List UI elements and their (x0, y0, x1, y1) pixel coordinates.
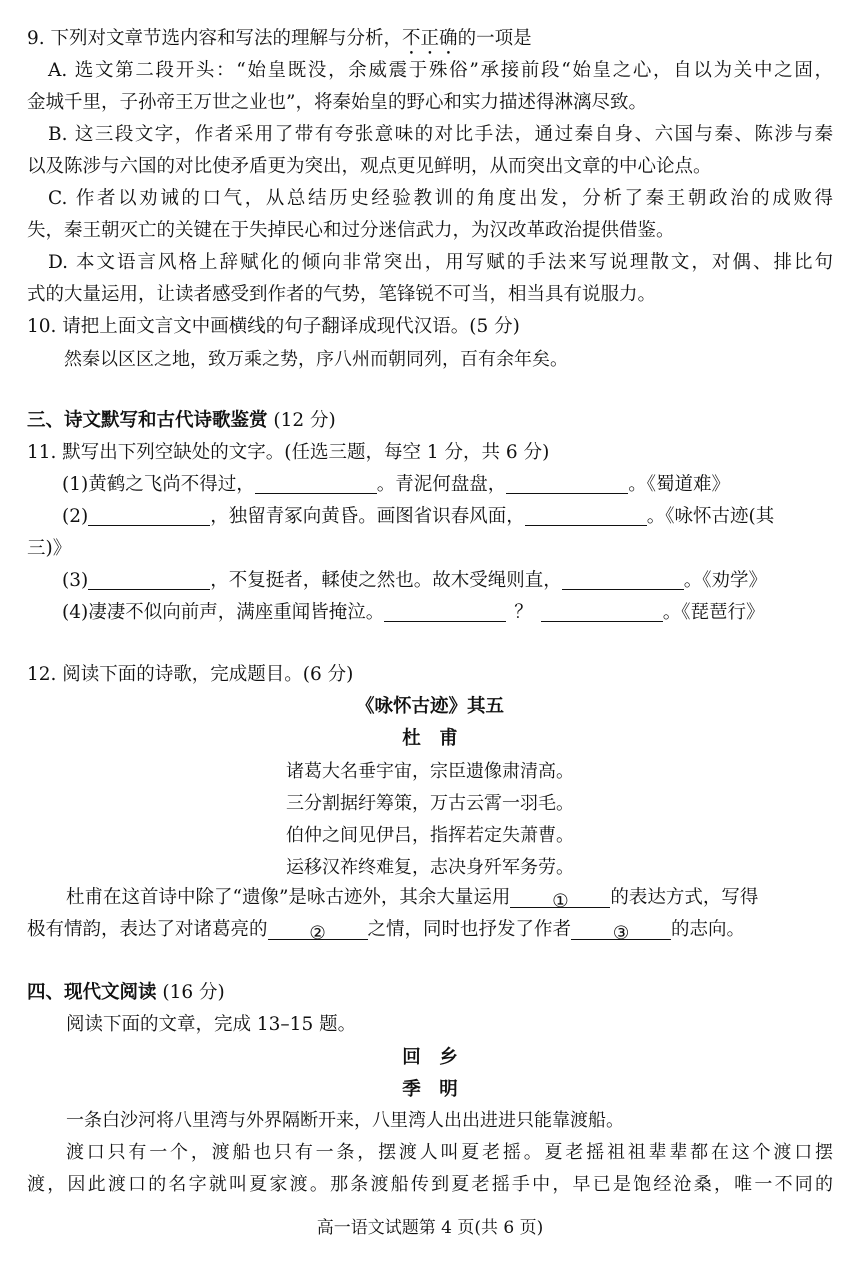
q11-item-1-text-b: 。青泥何盘盘， (376, 474, 507, 495)
q11-item-4-question-mark: ？ (514, 602, 533, 623)
page-footer: 高一语文试题第 4 页(共 6 页) (316, 1218, 544, 1238)
q11-item-4-text-a: (4)凄凄不似向前声，满座重闻皆掩泣。 (62, 602, 385, 623)
section3-heading (27, 406, 336, 436)
article-paragraph-2-line2: 渡，因此渡口的名字就叫夏家渡。那条渡船传到夏老摇手中，早已是饱经沧桑，唯一不同的 (27, 1174, 833, 1195)
q11-item-3 (62, 566, 767, 596)
q9-stem (27, 24, 532, 59)
q11-blank-2b (525, 505, 647, 526)
q10-stem: 10. 请把上面文言文中画横线的句子翻译成现代汉语。(5 分) (27, 316, 520, 337)
section4-score: (16 分) (162, 982, 225, 1003)
q11-blank-3b (562, 569, 684, 590)
section3-title: 三、诗文默写和古代诗歌鉴赏 (27, 410, 268, 431)
q11-blank-4a (384, 601, 506, 622)
q12-para-text-e: 的志向。 (671, 919, 746, 940)
q11-blank-2a (88, 505, 210, 526)
q11-blank-3a (88, 569, 210, 590)
q11-item-1 (62, 470, 730, 500)
q11-blank-4b (541, 601, 663, 622)
q9-stem-post: 的一项是 (457, 28, 532, 49)
q12-paragraph-line1 (66, 883, 758, 913)
q11-item-1-source: 。《蜀道难》 (628, 474, 730, 495)
poem-line-3: 伯仲之间见伊吕，指挥若定失萧曹。 (286, 825, 574, 846)
poem-title: 《咏怀古迹》其五 (355, 696, 504, 717)
q12-para-text-a: 杜甫在这首诗中除了“遗像”是咏古迹外，其余大量运用 (66, 887, 511, 908)
q9-emphasis: 不正确 (402, 28, 458, 49)
q11-item-1-text-a: (1)黄鹤之飞尚不得过， (62, 474, 255, 495)
q9-option-a-line2: 金城千里，子孙帝王万世之业也”，将秦始皇的野心和实力描述得淋漓尽致。 (27, 92, 647, 113)
poem-line-1: 诸葛大名垂宇宙，宗臣遗像肃清高。 (286, 761, 574, 782)
q12-blank-2: ② (268, 919, 368, 940)
q11-item-2-source-end: 三)》 (27, 538, 72, 559)
section4-heading (27, 978, 225, 1008)
q11-item-2 (62, 502, 774, 532)
q9-option-b-line1: B. 这三段文字，作者采用了带有夸张意味的对比手法，通过秦自身、六国与秦、陈涉与秦 (48, 124, 833, 145)
q9-option-c-line1: C. 作者以劝诫的口气，从总结历史经验教训的角度出发，分析了秦王朝政治的成败得 (48, 188, 833, 209)
q11-item-2-text-b: ，独留青冢向黄昏。画图省识春风面， (210, 506, 525, 527)
article-author: 季 明 (402, 1079, 458, 1100)
q12-paragraph-line2 (27, 915, 745, 945)
q12-blank-1: ① (510, 887, 610, 908)
q11-item-4 (62, 598, 765, 628)
q11-item-2-text-a: (2) (62, 506, 89, 527)
q11-item-2-source: 。《咏怀古迹(其 (646, 506, 775, 527)
q9-option-a-line1: A. 选文第二段开头：“始皇既没，余威震于殊俗”承接前段“始皇之心，自以为关中之固， (48, 60, 833, 81)
q12-blank-3: ③ (571, 919, 671, 940)
poem-author: 杜 甫 (402, 728, 458, 749)
q9-option-b-line2: 以及陈涉与六国的对比使矛盾更为突出，观点更见鲜明，从而突出文章的中心论点。 (27, 156, 712, 177)
q10-sentence: 然秦以区区之地，致万乘之势，序八州而朝同列，百有余年矣。 (64, 349, 568, 370)
article-paragraph-1: 一条白沙河将八里湾与外界隔断开来，八里湾人出出进进只能靠渡船。 (66, 1110, 624, 1131)
poem-line-4: 运移汉祚终难复，志决身歼军务劳。 (286, 857, 574, 878)
q12-para-text-b: 的表达方式，写得 (610, 887, 759, 908)
q11-item-3-source: 。《劝学》 (683, 570, 767, 591)
section4-intro: 阅读下面的文章，完成 13–15 题。 (66, 1014, 357, 1035)
section4-title: 四、现代文阅读 (27, 982, 157, 1003)
article-title: 回 乡 (402, 1047, 458, 1068)
q12-para-text-d: 之情，同时也抒发了作者 (367, 919, 572, 940)
q9-option-c-line2: 失，秦王朝灭亡的关键在于失掉民心和过分迷信武力，为汉改革政治提供借鉴。 (27, 220, 675, 241)
q9-option-d-line2: 式的大量运用，让读者感受到作者的气势，笔锋锐不可当，相当具有说服力。 (27, 284, 657, 305)
q11-item-3-text-b: ，不复挺者，輮使之然也。故木受绳则直， (210, 570, 562, 591)
q12-stem: 12. 阅读下面的诗歌，完成题目。(6 分) (27, 664, 354, 685)
q12-para-text-c: 极有情韵，表达了对诸葛亮的 (27, 919, 268, 940)
q11-item-3-text-a: (3) (62, 570, 89, 591)
article-paragraph-2-line1: 渡口只有一个，渡船也只有一条，摆渡人叫夏老摇。夏老摇祖祖辈辈都在这个渡口摆 (66, 1142, 833, 1163)
q9-stem-pre: 9. 下列对文章节选内容和写法的理解与分析， (27, 28, 403, 49)
q11-blank-1a (255, 473, 377, 494)
q9-option-d-line1: D. 本文语言风格上辞赋化的倾向非常突出，用写赋的手法来写说理散文，对偶、排比句 (48, 252, 833, 273)
q11-stem: 11. 默写出下列空缺处的文字。(任选三题，每空 1 分，共 6 分) (27, 442, 550, 463)
poem-line-2: 三分割据纡筹策，万古云霄一羽毛。 (286, 793, 574, 814)
q11-blank-1b (506, 473, 628, 494)
q11-item-4-source: 。《琵琶行》 (662, 602, 765, 623)
section3-score: (12 分) (273, 410, 336, 431)
